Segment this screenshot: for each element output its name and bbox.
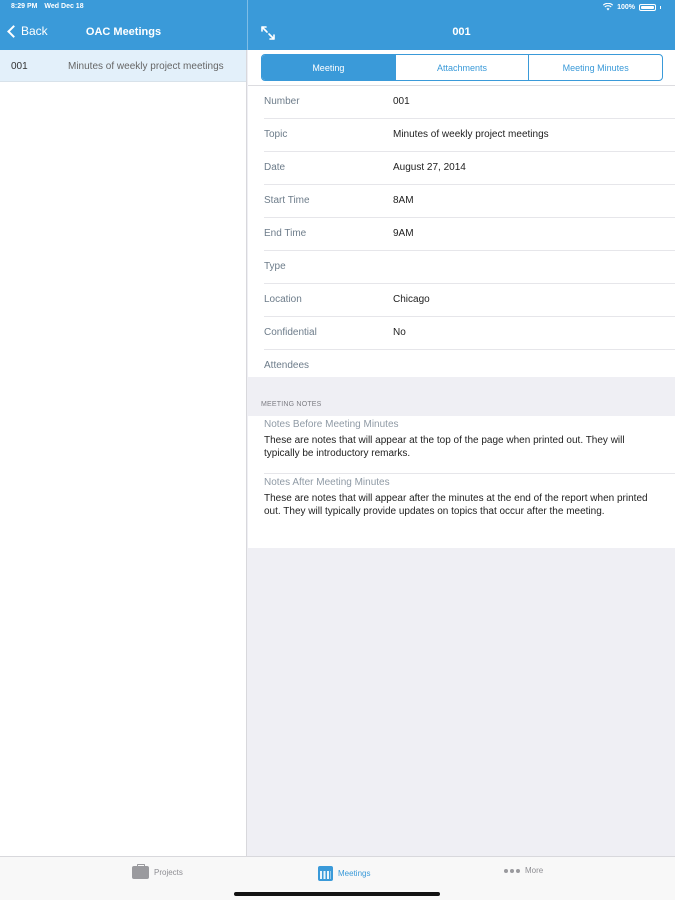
detail-title: 001 (452, 26, 471, 38)
segment-attachments[interactable]: Attachments (396, 55, 530, 80)
detail-pane (248, 50, 675, 856)
segment-meeting-minutes[interactable]: Meeting Minutes (562, 62, 629, 73)
meeting-fields (248, 86, 675, 377)
notes-before-text: These are notes that will appear at the top of the page when printed out. They will typically be introductory remarks. (264, 435, 625, 459)
tab-projects[interactable] (132, 866, 183, 879)
briefcase-icon (132, 866, 149, 879)
field-value: August 27, 2014 (393, 162, 466, 173)
home-indicator (234, 892, 440, 896)
wifi-icon (603, 3, 613, 11)
master-title: OAC Meetings (85, 26, 162, 38)
meeting-description: Minutes of weekly project meetings (68, 61, 224, 72)
status-date: Wed Dec 18 (44, 3, 84, 10)
field-label: Confidential (264, 327, 317, 338)
master-nav-bar (0, 18, 247, 48)
field-label: Type (264, 261, 286, 272)
chevron-left-icon (7, 25, 20, 38)
notes-before-block[interactable] (264, 416, 675, 474)
app-header (0, 0, 675, 50)
back-button[interactable] (6, 24, 48, 38)
list-item[interactable] (0, 50, 246, 82)
field-label: Date (264, 162, 286, 173)
field-value: 001 (393, 96, 410, 107)
battery-icon (639, 4, 656, 11)
back-label: Back (21, 24, 48, 38)
field-value: 9AM (393, 228, 414, 239)
field-attendees[interactable] (264, 350, 675, 378)
segment-meeting[interactable]: Meeting (262, 55, 396, 80)
meeting-notes-header: MEETING NOTES (261, 401, 322, 408)
battery-percent: 100% (617, 3, 635, 11)
field-value: Minutes of weekly project meetings (393, 129, 549, 140)
segment-bar (248, 50, 675, 86)
tab-more[interactable] (504, 866, 543, 875)
tab-meetings-label: Meetings (338, 869, 371, 878)
tab-projects-label: Projects (154, 868, 183, 877)
field-start-time[interactable] (264, 185, 675, 218)
field-confidential[interactable] (264, 317, 675, 350)
field-number[interactable] (264, 86, 675, 119)
status-bar (0, 3, 675, 13)
field-label: Start Time (264, 195, 310, 206)
field-value: 8AM (393, 195, 414, 206)
field-value: No (393, 327, 406, 338)
field-label: Location (264, 294, 302, 305)
notes-before-title: Notes Before Meeting Minutes (264, 419, 399, 430)
ellipsis-icon (504, 869, 520, 873)
field-label: End Time (264, 228, 307, 239)
tab-more-label: More (525, 866, 544, 875)
field-label: Topic (264, 129, 288, 140)
field-value: Chicago (393, 294, 430, 305)
field-date[interactable] (264, 152, 675, 185)
meeting-notes (248, 416, 675, 548)
nav-divider (247, 0, 248, 50)
field-end-time[interactable] (264, 218, 675, 251)
meetings-list (0, 50, 247, 856)
field-label: Number (264, 96, 300, 107)
notes-after-title: Notes After Meeting Minutes (264, 477, 390, 488)
notes-after-block[interactable] (264, 474, 675, 548)
field-label: Attendees (264, 360, 310, 371)
segmented-control (261, 54, 663, 81)
calendar-icon (318, 866, 333, 881)
field-topic[interactable] (264, 119, 675, 152)
status-time: 8:29 PM (11, 3, 38, 10)
battery-tip (660, 6, 661, 9)
meeting-number: 001 (11, 61, 28, 72)
field-type[interactable] (264, 251, 675, 284)
notes-after-text: These are notes that will appear after the minutes at the end of the report when printed out. They will typically provide updates on topics that occur after the meeting. (264, 493, 648, 517)
field-location[interactable] (264, 284, 675, 317)
tab-meetings[interactable] (318, 866, 370, 881)
